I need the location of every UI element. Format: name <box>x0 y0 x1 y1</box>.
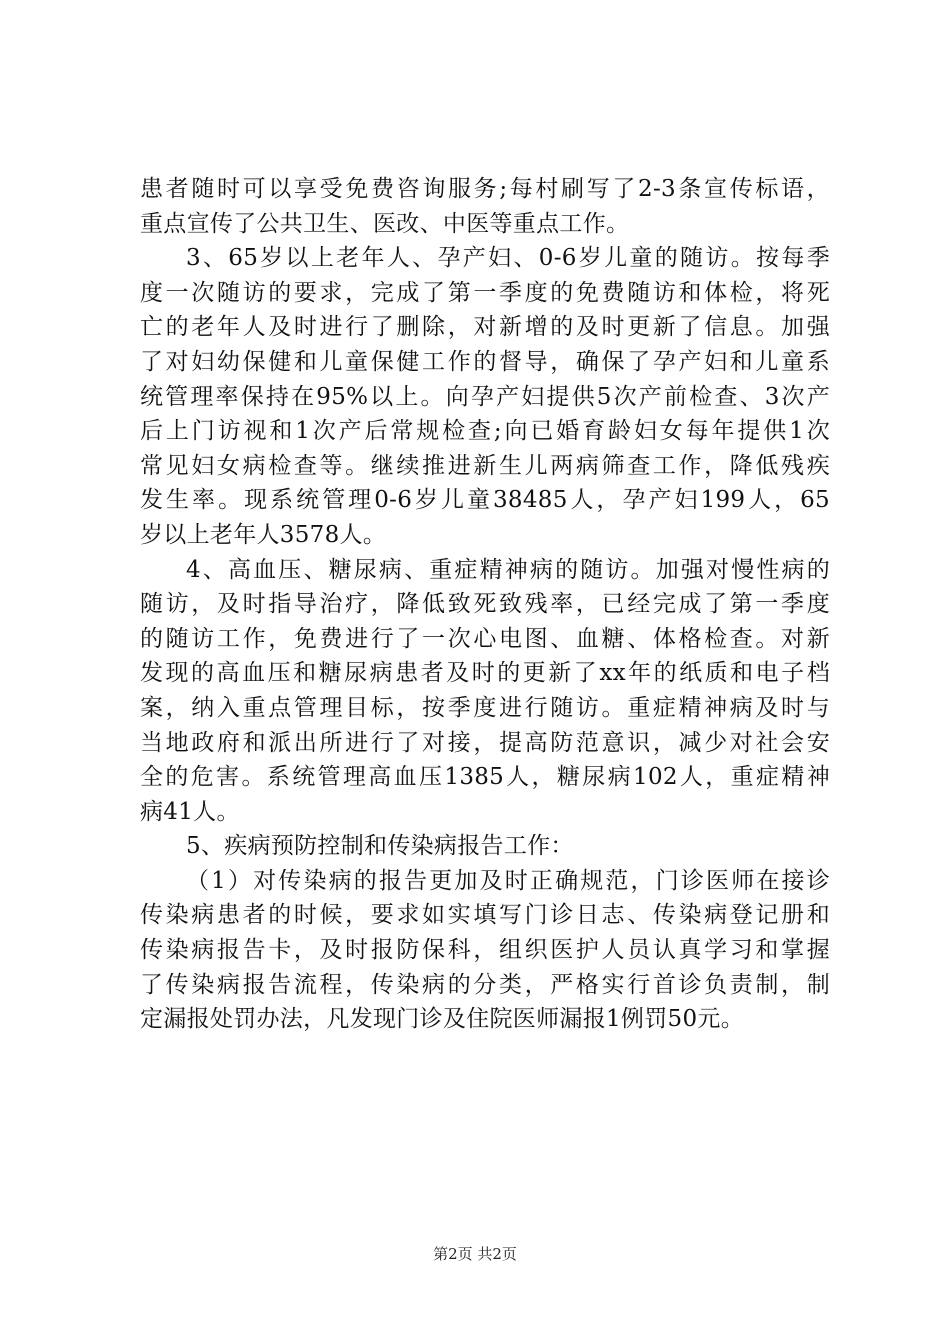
document-body <box>140 172 830 1037</box>
text-line: 常见妇女病检查等。继续推进新生儿两病筛查工作，降低残疾 <box>140 452 830 479</box>
text-line: 统管理率保持在95%以上。向孕产妇提供5次产前检查、3次产 <box>140 383 830 410</box>
text-line: 了传染病报告流程，传染病的分类，严格实行首诊负责制，制 <box>140 971 830 998</box>
text-line: 度一次随访的要求，完成了第一季度的免费随访和体检，将死 <box>140 279 830 306</box>
text-line: 亡的老年人及时进行了删除，对新增的及时更新了信息。加强 <box>140 314 830 341</box>
text-line: 传染病报告卡，及时报防保科，组织医护人员认真学习和掌握 <box>140 937 830 964</box>
text-line: 随访，及时指导治疗，降低致死致残率，已经完成了第一季度 <box>140 591 830 618</box>
text-line: 发现的高血压和糖尿病患者及时的更新了xx年的纸质和电子档 <box>140 660 830 687</box>
text-line: 全的危害。系统管理高血压1385人，糖尿病102人，重症精神 <box>140 764 830 791</box>
text-line: 了对妇幼保健和儿童保健工作的督导，确保了孕产妇和儿童系 <box>140 348 830 375</box>
text-line: （1）对传染病的报告更加及时正确规范，门诊医师在接诊 <box>186 867 830 894</box>
text-line: 岁以上老年人3578人。 <box>140 521 387 548</box>
text-line: 发生率。现系统管理0-6岁儿童38485人，孕产妇199人，65 <box>140 487 830 514</box>
text-line: 4、高血压、糖尿病、重症精神病的随访。加强对慢性病的 <box>186 556 830 583</box>
page-footer <box>0 1244 950 1264</box>
page-number-label: 第2页 共2页 <box>433 1245 517 1263</box>
text-line: 案，纳入重点管理目标，按季度进行随访。重症精神病及时与 <box>140 694 830 721</box>
text-line: 的随访工作，免费进行了一次心电图、血糖、体格检查。对新 <box>140 625 830 652</box>
text-line: 5、疾病预防控制和传染病报告工作： <box>186 833 574 860</box>
text-line: 病41人。 <box>140 798 240 825</box>
text-line: 患者随时可以享受免费咨询服务;每村刷写了2-3条宣传标语， <box>140 176 830 202</box>
text-line: 后上门访视和1次产后常规检查;向已婚育龄妇女每年提供1次 <box>140 418 830 445</box>
text-line: 重点宣传了公共卫生、医改、中医等重点工作。 <box>140 210 630 237</box>
text-line: 当地政府和派出所进行了对接，提高防范意识，减少对社会安 <box>140 729 830 756</box>
text-line: 定漏报处罚办法，凡发现门诊及住院医师漏报1例罚50元。 <box>140 1006 744 1033</box>
text-line: 3、65岁以上老年人、孕产妇、0-6岁儿童的随访。按每季 <box>186 245 830 272</box>
text-line: 传染病患者的时候，要求如实填写门诊日志、传染病登记册和 <box>140 902 830 929</box>
